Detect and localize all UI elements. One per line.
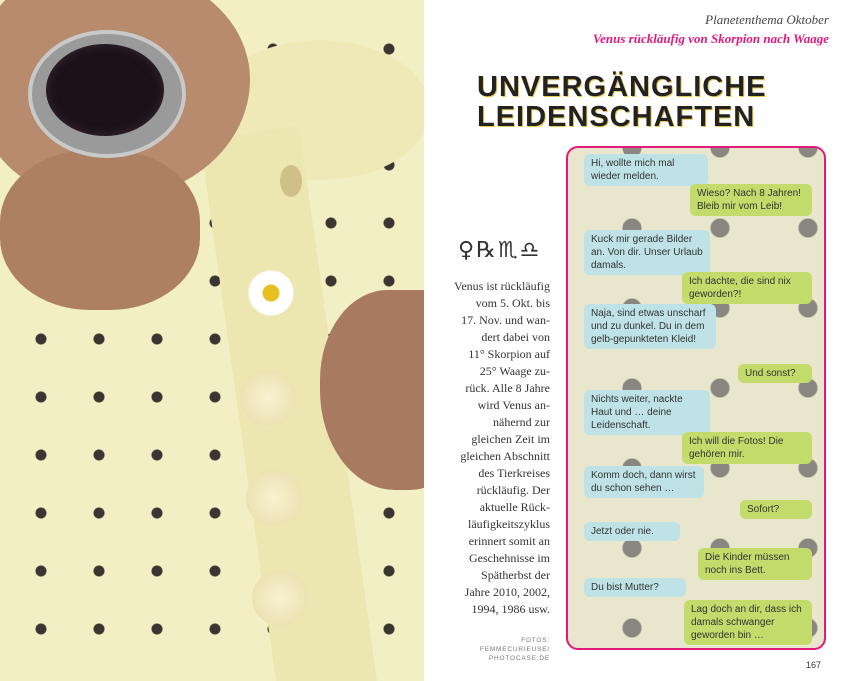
chat-bubble-right: Sofort? [740, 500, 812, 519]
photo-credit [464, 636, 550, 663]
section-header [593, 12, 829, 47]
body-line: vom 5. Okt. bis [475, 296, 550, 310]
body-line: 1994, 1986 usw. [471, 602, 550, 616]
rose-button [240, 370, 296, 426]
chat-bubble-left: Nichts weiter, nackte Haut und … deine Leidenschaft. [584, 390, 710, 435]
body-text [438, 278, 550, 618]
chat-bubble-right: Und sonst? [738, 364, 812, 383]
page-number: 167 [805, 660, 821, 670]
section-kicker: Planetenthema Oktober [705, 12, 829, 27]
body-line: Geschehnisse im [469, 551, 550, 565]
rose-button [246, 470, 302, 526]
body-line: gleichen Abschnitt [460, 449, 550, 463]
fabric-hole [280, 165, 302, 197]
chat-bubble-right: Ich dachte, die sind nix geworden?! [682, 272, 812, 304]
body-line: gleichen Zeit im [471, 432, 550, 446]
chat-bubble-left: Du bist Mutter? [584, 578, 686, 597]
chat-bubble-right: Lag doch an dir, dass ich damals schwanger geworden bin … [684, 600, 812, 645]
chat-bubble-left: Hi, wollte mich mal wieder melden. [584, 154, 708, 186]
title-line-2: LEIDENSCHAFTEN [477, 101, 756, 133]
body-line: rückläufig. Der [476, 483, 550, 497]
chat-bubble-left: Komm doch, dann wirst du schon sehen … [584, 466, 704, 498]
chat-bubble-left: Naja, sind etwas unscharf und zu dunkel. Du in dem gelb-gepunkteten Kleid! [584, 304, 716, 349]
body-line: Jahre 2010, 2002, [464, 585, 550, 599]
daisy-flower [246, 268, 296, 318]
section-subtitle: Venus rückläufig von Skorpion nach Waage [592, 31, 829, 46]
title-line-1: UNVERGÄNGLICHE [477, 71, 767, 103]
chat-bubble-right: Ich will die Fotos! Die gehören mir. [682, 432, 812, 464]
body-line: Spätherbst der [481, 568, 550, 582]
chat-panel [566, 146, 826, 650]
body-line: läufigkeitszyklus [468, 517, 550, 531]
astro-glyph: ♀℞♏♎ [458, 238, 542, 263]
body-line: 17. Nov. und wan- [461, 313, 550, 327]
page-title [477, 72, 817, 132]
body-line: aktuelle Rück- [479, 500, 550, 514]
hand-fingers [0, 150, 200, 310]
body-line: Venus ist rückläufig [454, 279, 550, 293]
chat-bubble-right: Die Kinder müssen noch ins Bett. [698, 548, 812, 580]
body-line: des Tierkreises [478, 466, 550, 480]
body-line: rück. Alle 8 Jahre [465, 381, 550, 395]
chat-bubble-left: Kuck mir gerade Bilder an. Von dir. Unser Urlaub damals. [584, 230, 710, 275]
body-line: erinnert somit an [468, 534, 550, 548]
body-line: 25° Waage zu- [479, 364, 550, 378]
credit-line-1: FOTOS: FEMMECURIEUSE/ [479, 637, 550, 653]
ring-stone [46, 44, 164, 136]
body-line: nähernd zur [493, 415, 550, 429]
credit-line-2: PHOTOCASE.DE [488, 655, 550, 662]
body-line: 11° Skorpion auf [468, 347, 550, 361]
body-line: dert dabei von [481, 330, 550, 344]
chat-bubble-right: Wieso? Nach 8 Jahren! Bleib mir vom Leib! [690, 184, 812, 216]
cover-photo [0, 0, 424, 681]
body-line: wird Venus an- [477, 398, 550, 412]
chat-bubble-left: Jetzt oder nie. [584, 522, 680, 541]
rose-button [252, 570, 308, 626]
